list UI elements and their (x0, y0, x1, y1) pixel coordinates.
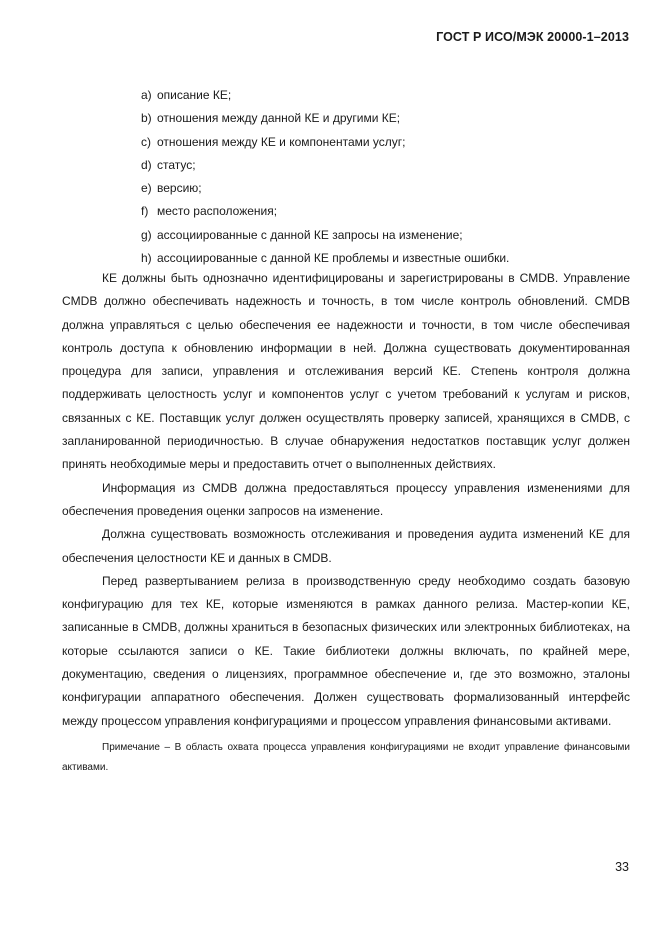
list-marker: b) (141, 111, 152, 126)
list-item (141, 131, 631, 154)
list-marker: g) (141, 227, 152, 242)
paragraph-audit: Должна существовать возможность отслеживания и проведения аудита изменений КЕ для обеспечения целостности КЕ и данных в CMDB. (62, 527, 630, 565)
list-item-text: описание КЕ; (157, 88, 232, 102)
list-item-text: ассоциированные с данной КЕ проблемы и известные ошибки. (157, 251, 510, 266)
paragraph-cmdb-identification: КЕ должны быть однозначно идентифицированы и зарегистрированы в CMDB. Управление CMDB должно обеспечивать надежность и точность, в том числе контроль обновлений. CMDB должна управляться с целью обеспечения ее надежности и точности, в том числе обеспечивая контроль доступа к обновлению информации в ней. Должна существовать документированная процедура для записи, управления и отслеживания версий КЕ. Степень контроля должна поддерживать целостность услуг и компонентов услуг с учетом требований к услугам и рисков, связанных с КЕ. Поставщик услуг должен осуществлять проверку записей, хранящихся в CMDB, с запланированной периодичностью. В случае обнаружения недостатков поставщик услуг должен принять необходимые меры и предоставить отчет о выполненных действиях. (62, 271, 630, 472)
list-marker: d) (141, 157, 152, 172)
list-item (141, 84, 631, 107)
paragraph-release-baseline: Перед развертыванием релиза в производственную среду необходимо создать базовую конфигурацию для тех КЕ, которые изменяются в рамках данного релиза. Мастер-копии КЕ, записанные в CMDB, должны храниться в безопасных физических или электронных библиотеках, на которые ссылаются записи о КЕ. Такие библиотеки должны включать, по крайней мере, документацию, сведения о лицензиях, программное обеспечение и, где это возможно, эталоны конфигурации аппаратного обеспечения. Должен существовать формализованный интерфейс между процессом управления конфигурациями и процессом управления финансовыми активами. (62, 573, 630, 728)
list-marker: a) (141, 88, 152, 102)
attribute-list (141, 84, 631, 270)
list-item (141, 224, 631, 247)
list-item-text: статус; (157, 157, 196, 172)
list-item (141, 154, 631, 177)
list-marker: c) (141, 134, 151, 149)
body-content (62, 267, 630, 778)
list-item-text: отношения между данной КЕ и другими КЕ; (157, 111, 401, 126)
paragraph-change-management: Информация из CMDB должна предоставляться процессу управления изменениями для обеспечения проведения оценки запросов на изменение. (62, 480, 630, 518)
page-number: 33 (615, 860, 629, 874)
list-marker: f) (141, 204, 149, 219)
list-marker: h) (141, 251, 152, 266)
list-item (141, 200, 631, 223)
list-item (141, 107, 631, 130)
list-item-text: место расположения; (157, 204, 278, 219)
list-item-text: ассоциированные с данной КЕ запросы на изменение; (157, 227, 463, 242)
list-marker: e) (141, 181, 152, 196)
list-item-text: версию; (157, 181, 202, 196)
document-header: ГОСТ Р ИСО/МЭК 20000-1–2013 (436, 30, 629, 44)
note: Примечание – В область охвата процесса управления конфигурациями не входит управление финансовыми активами. (62, 741, 630, 773)
list-item-text: отношения между КЕ и компонентами услуг; (157, 134, 406, 149)
list-item (141, 177, 631, 200)
